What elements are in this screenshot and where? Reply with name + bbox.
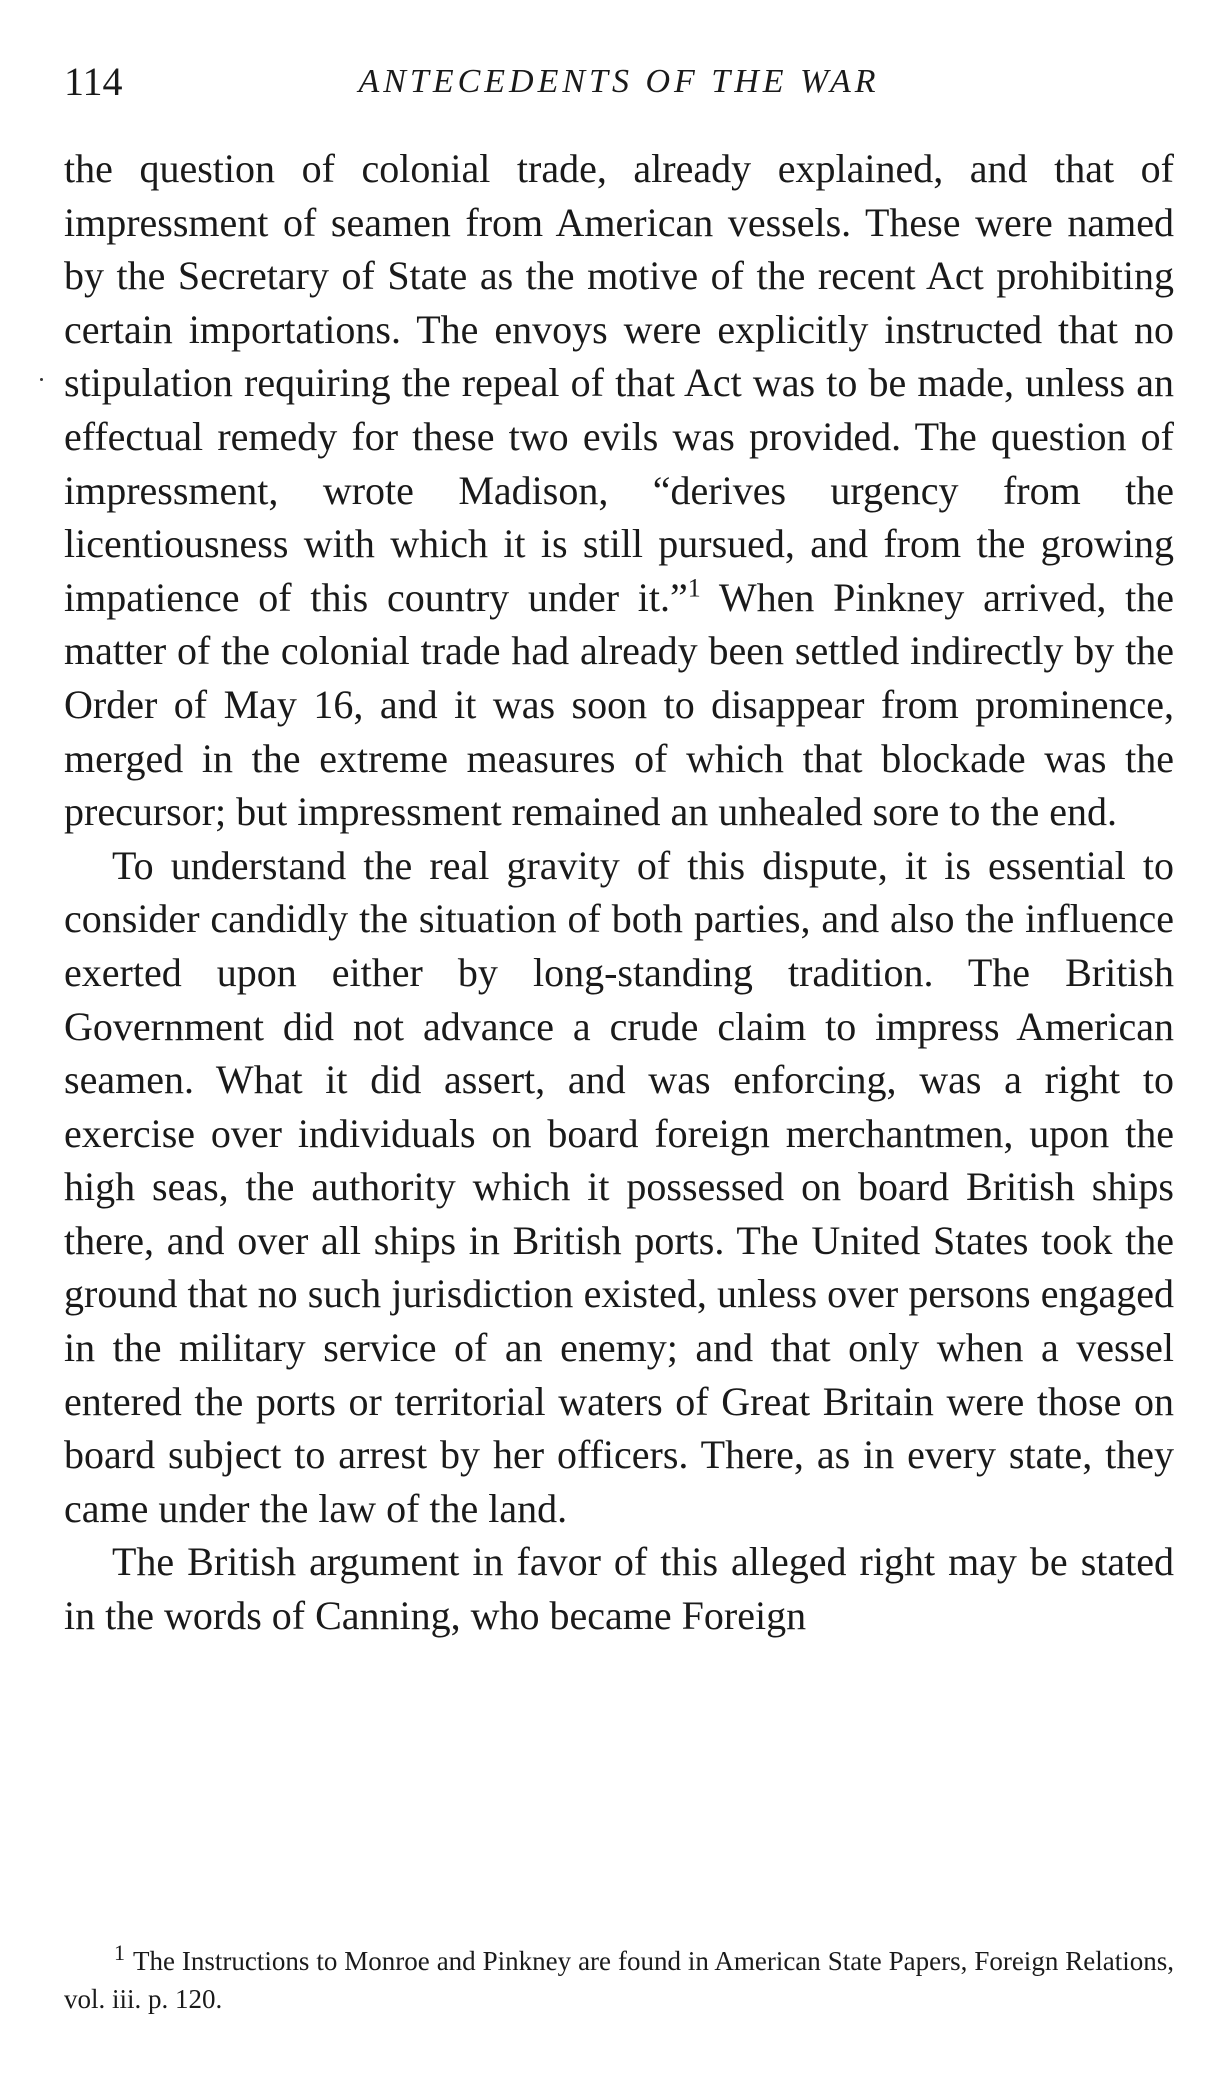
running-title: ANTECEDENTS OF THE WAR xyxy=(358,63,880,100)
paragraph-2: To understand the real gravity of this dispute, it is essential to consider candidly the situation of both parties, and also the influence exerted upon either by long-standing tradition. The British Government did not advance a crude claim to impress American seamen. What it did assert, and was enforcing, was a right to exercise over individuals on board foreign merchantmen, upon the high seas, the authority which it possessed on board British ships there, and over all ships in British ports. The United States took the ground that no such jurisdiction existed, unless over persons engaged in the military service of an enemy; and that only when a vessel entered the ports or territorial waters of Great Britain were those on board subject to arrest by her officers. There, as in every state, they came under the law of the land. xyxy=(64,842,1174,1531)
footnotes xyxy=(64,1942,1174,2018)
footnote-1 xyxy=(64,1942,1174,2018)
paragraph-1-continuation: When Pinkney arrived, the matter of the colonial trade had already been settled indirectly by the Order of May 16, and it was soon to disappear from prominence, merged in the extreme measures of which that blockade was the precursor; but impressment remained an unhealed sore to the end. xyxy=(64,574,1174,835)
body-text xyxy=(64,142,1174,1643)
paragraph-3: The British argument in favor of this alleged right may be stated in the words of Canning, who became Foreign xyxy=(64,1539,1174,1639)
footnote-text: The Instructions to Monroe and Pinkney are found in American State Papers, Foreign Relations, vol. iii. p. 120. xyxy=(64,1946,1174,2014)
footnote-reference[interactable]: 1 xyxy=(687,573,701,603)
page-number: 114 xyxy=(64,59,123,104)
paragraph-1-text: the question of colonial trade, already explained, and that of impressment of seamen from American vessels. These were named by the Secretary of State as the motive of the recent Act prohibiting certain importations. The envoys were explicitly instructed that no stipulation requiring the repeal of that Act was to be made, unless an effectual remedy for these two evils was provided. The question of impressment, wrote Madison, “derives urgency from the licentiousness with which it is still pursued, and from the growing impatience of this country under it.” xyxy=(64,146,1174,620)
paragraph-1 xyxy=(64,142,1174,839)
margin-speck xyxy=(40,378,43,381)
running-head xyxy=(64,52,1174,112)
footnote-mark: 1 xyxy=(114,1940,125,1965)
